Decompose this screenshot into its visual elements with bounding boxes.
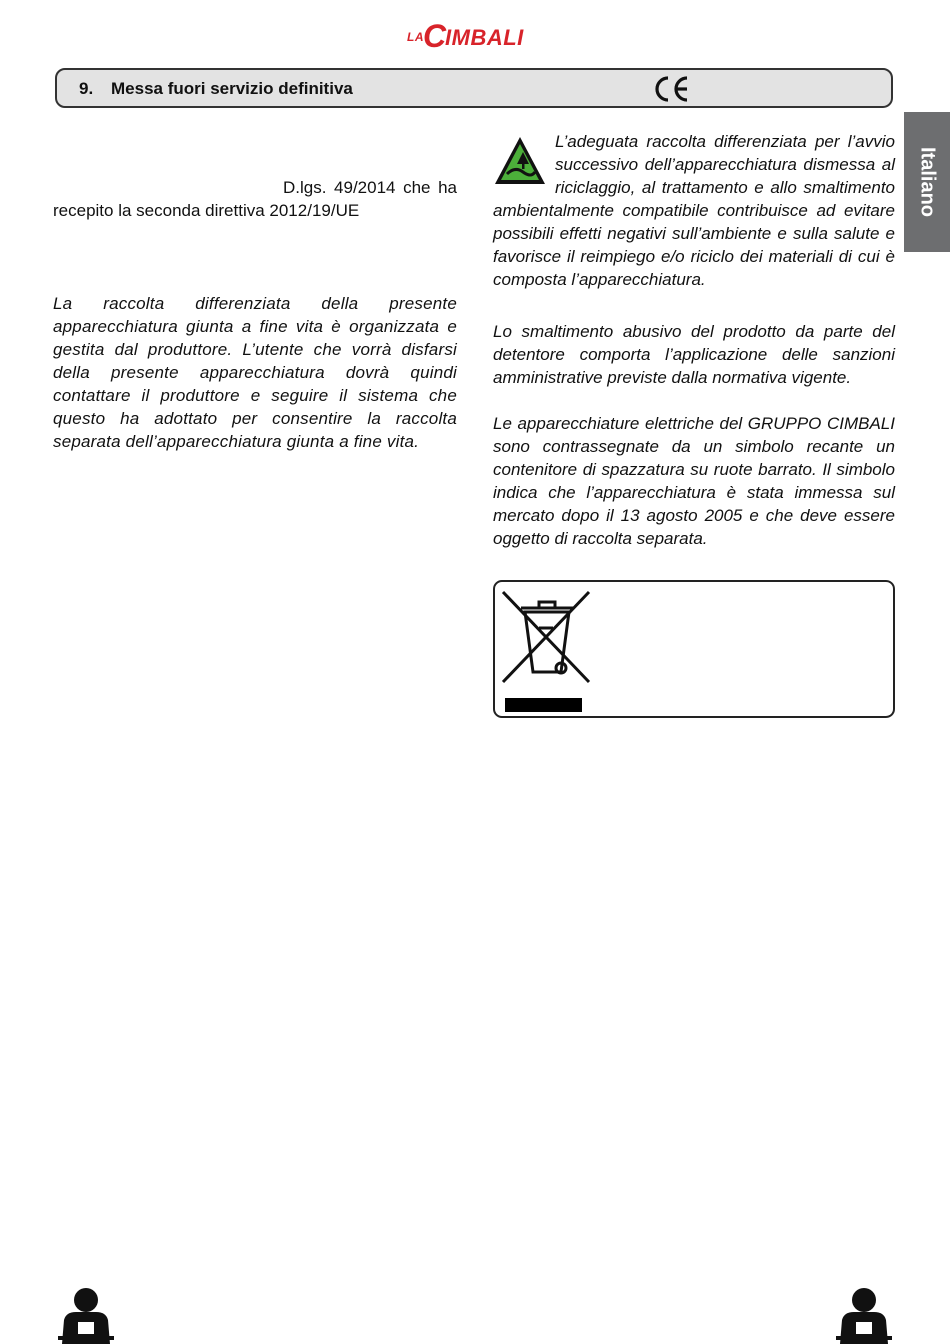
- logo-la: LA: [407, 30, 424, 44]
- technician-figure-icon: [56, 1286, 116, 1344]
- weee-symbol-box: [493, 580, 895, 718]
- language-tab[interactable]: [904, 112, 950, 252]
- adeguata-paragraph: [493, 130, 895, 291]
- adeguata-text: L’adeguata raccolta differenziata per l’avvio successivo dell’apparecchiatura dismessa al riciclaggio, al trattamento e allo smaltimento ambientalmente compatibile contribuisce ad evitare possibili effetti negativi sull’ambiente e sulla salute e favorisce il reimpiego e/o riciclo dei materiali di cui è composta l’apparecchiatura.: [493, 132, 895, 289]
- raccolta-paragraph: La raccolta differenziata della presente apparecchiatura giunta a fine vita è organizzata e gestita dal produttore. L’utente che vorrà disfarsi della presente apparecchiatura dovrà quindi contattare il produttore e seguire il sistema che questo ha adottato per consentire la raccolta separata dell’apparecchiatura giunta a fine vita.: [53, 294, 457, 451]
- section-title-bar: [55, 68, 893, 108]
- crossed-wheelie-bin-icon: [499, 588, 593, 686]
- environment-warning-icon: [493, 134, 547, 188]
- weee-date-bar: [505, 698, 582, 712]
- language-tab-label: Italiano: [916, 146, 939, 218]
- smaltimento-paragraph: Lo smaltimento abusivo del prodotto da parte del detentore comporta l’applicazione delle sanzioni amministrative previste dalla normativa vigente.: [493, 322, 895, 387]
- section-number: 9.: [79, 79, 94, 98]
- brand-logo: [405, 20, 545, 54]
- technician-figure-icon: [834, 1286, 894, 1344]
- ce-mark-icon: [652, 74, 692, 104]
- section-title: Messa fuori servizio definitiva: [111, 79, 353, 98]
- apparecchiature-paragraph: Le apparecchiature elettriche del GRUPPO CIMBALI sono contrassegnate da un simbolo recante un contenitore di spazzatura su ruote barrato. Il simbolo indica che l’apparecchiatura è stata immessa sul mercato dopo il 13 agosto 2005 e che deve essere oggetto di raccolta separata.: [493, 414, 895, 548]
- logo-cimbali: IMBALI: [445, 25, 524, 50]
- dlgs-paragraph: D.lgs. 49/2014 che ha recepito la seconda direttiva 2012/19/UE: [53, 178, 457, 220]
- logo-c: C: [423, 18, 447, 54]
